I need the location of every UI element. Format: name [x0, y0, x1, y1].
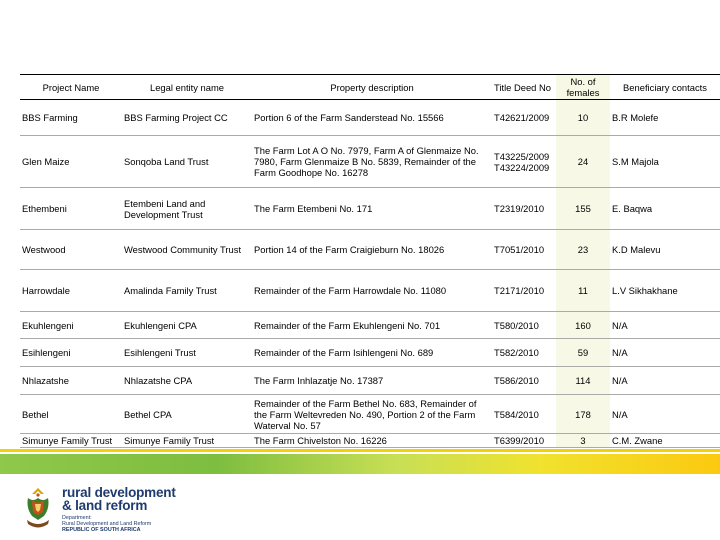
cell-project: Nhlazatshe	[20, 367, 122, 395]
cell-project: Esihlengeni	[20, 339, 122, 367]
cell-property: Portion 14 of the Farm Craigieburn No. 18026	[252, 230, 492, 270]
cell-deed: T580/2010	[492, 312, 556, 339]
cell-deed: T2319/2010	[492, 188, 556, 230]
cell-entity: Simunye Family Trust	[122, 434, 252, 448]
table-row	[20, 188, 720, 230]
cell-females: 3	[556, 434, 610, 448]
cell-deed: T6399/2010	[492, 434, 556, 448]
cell-females: 23	[556, 230, 610, 270]
cell-entity: BBS Farming Project CC	[122, 100, 252, 136]
cell-deed: T7051/2010	[492, 230, 556, 270]
cell-females: 10	[556, 100, 610, 136]
cell-entity: Bethel CPA	[122, 395, 252, 434]
dept-label: Department:	[62, 515, 92, 521]
cell-contact: K.D Malevu	[610, 230, 720, 270]
cell-property: The Farm Chivelston No. 16226	[252, 434, 492, 448]
header-females: No. of females	[556, 75, 610, 100]
cell-property: Portion 6 of the Farm Sanderstead No. 15566	[252, 100, 492, 136]
cell-property: Remainder of the Farm Harrowdale No. 11080	[252, 270, 492, 312]
cell-entity: Etembeni Land and Development Trust	[122, 188, 252, 230]
table-header-row	[20, 75, 720, 100]
cell-contact: N/A	[610, 367, 720, 395]
country-name: REPUBLIC OF SOUTH AFRICA	[62, 527, 141, 533]
cell-contact: N/A	[610, 339, 720, 367]
footer-yellow-stripe	[0, 449, 720, 452]
cell-property: The Farm Etembeni No. 171	[252, 188, 492, 230]
table-row	[20, 270, 720, 312]
table-row	[20, 395, 720, 434]
cell-entity: Ekuhlengeni CPA	[122, 312, 252, 339]
department-brand	[62, 486, 176, 533]
table-row	[20, 339, 720, 367]
header-project-name: Project Name	[20, 75, 122, 100]
cell-entity: Amalinda Family Trust	[122, 270, 252, 312]
table-row	[20, 367, 720, 395]
cell-deed: T43225/2009 T43224/2009	[492, 136, 556, 188]
cell-property: Remainder of the Farm Ekuhlengeni No. 701	[252, 312, 492, 339]
cell-property: The Farm Inhlazatje No. 17387	[252, 367, 492, 395]
cell-entity: Esihlengeni Trust	[122, 339, 252, 367]
cell-deed: T42621/2009	[492, 100, 556, 136]
cell-contact: E. Baqwa	[610, 188, 720, 230]
cell-contact: B.R Molefe	[610, 100, 720, 136]
cell-property: The Farm Lot A O No. 7979, Farm A of Glenmaize No. 7980, Farm Glenmaize B No. 5839, Remainder of the Farm Goodhope No. 16278	[252, 136, 492, 188]
header-title-deed: Title Deed No	[492, 75, 556, 100]
cell-deed: T2171/2010	[492, 270, 556, 312]
cell-females: 11	[556, 270, 610, 312]
cell-females: 178	[556, 395, 610, 434]
cell-project: Ekuhlengeni	[20, 312, 122, 339]
table-row	[20, 136, 720, 188]
cell-project: Glen Maize	[20, 136, 122, 188]
cell-contact: L.V Sikhakhane	[610, 270, 720, 312]
footer-gradient-band	[0, 454, 720, 474]
cell-deed: T582/2010	[492, 339, 556, 367]
header-property-description: Property description	[252, 75, 492, 100]
table-row	[20, 100, 720, 136]
cell-project: Harrowdale	[20, 270, 122, 312]
cell-project: Westwood	[20, 230, 122, 270]
projects-table	[20, 74, 720, 448]
cell-entity: Nhlazatshe CPA	[122, 367, 252, 395]
cell-project: Bethel	[20, 395, 122, 434]
cell-property: Remainder of the Farm Bethel No. 683, Remainder of the Farm Weltevreden No. 490, Portion 2 of the Farm Waterval No. 57	[252, 395, 492, 434]
cell-entity: Westwood Community Trust	[122, 230, 252, 270]
cell-deed: T586/2010	[492, 367, 556, 395]
cell-entity: Sonqoba Land Trust	[122, 136, 252, 188]
header-contacts: Beneficiary contacts	[610, 75, 720, 100]
table-row	[20, 434, 720, 448]
cell-females: 59	[556, 339, 610, 367]
cell-deed: T584/2010	[492, 395, 556, 434]
cell-females: 114	[556, 367, 610, 395]
cell-project: Simunye Family Trust	[20, 434, 122, 448]
cell-project: BBS Farming	[20, 100, 122, 136]
cell-contact: N/A	[610, 395, 720, 434]
header-legal-entity: Legal entity name	[122, 75, 252, 100]
table-row	[20, 230, 720, 270]
coat-of-arms-icon	[22, 486, 54, 532]
cell-contact: S.M Majola	[610, 136, 720, 188]
cell-project: Ethembeni	[20, 188, 122, 230]
table-row	[20, 312, 720, 339]
dept-name: Rural Development and Land Reform	[62, 521, 152, 527]
cell-females: 155	[556, 188, 610, 230]
brand-line-2: & land reform	[62, 498, 148, 513]
cell-contact: C.M. Zwane	[610, 434, 720, 448]
cell-contact: N/A	[610, 312, 720, 339]
cell-females: 24	[556, 136, 610, 188]
cell-females: 160	[556, 312, 610, 339]
brand-line-1: rural development	[62, 485, 176, 500]
cell-property: Remainder of the Farm Isihlengeni No. 689	[252, 339, 492, 367]
